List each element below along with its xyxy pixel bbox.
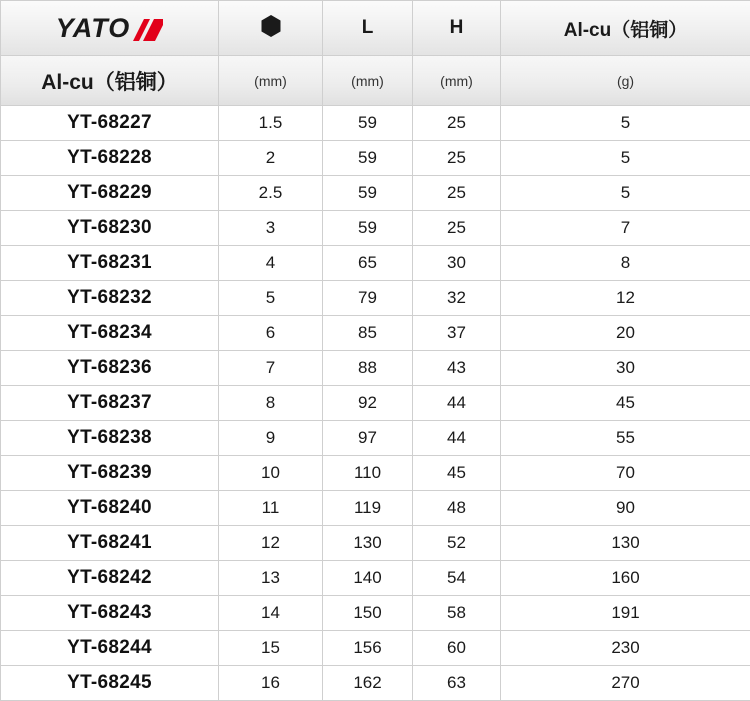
unit-l: (mm) [323,56,413,106]
cell-weight: 191 [501,596,750,631]
cell-l: 156 [323,631,413,666]
cell-weight: 30 [501,351,750,386]
cell-h: 58 [413,596,501,631]
cell-weight: 7 [501,211,750,246]
brand-name: YATO [56,13,131,44]
cell-weight: 230 [501,631,750,666]
cell-hex: 13 [219,561,323,596]
cell-weight: 70 [501,456,750,491]
cell-h: 54 [413,561,501,596]
brand-logo-cell [1,1,219,56]
table-row [1,351,750,386]
table-row [1,281,750,316]
cell-l: 59 [323,106,413,141]
cell-weight: 55 [501,421,750,456]
cell-hex: 6 [219,316,323,351]
cell-hex: 14 [219,596,323,631]
table-row [1,176,750,211]
cell-h: 44 [413,421,501,456]
cell-l: 85 [323,316,413,351]
table-header-row-primary [1,1,750,56]
cell-code: YT-68243 [1,596,219,631]
cell-h: 48 [413,491,501,526]
cell-l: 130 [323,526,413,561]
cell-l: 92 [323,386,413,421]
cell-h: 25 [413,176,501,211]
unit-weight: (g) [501,56,750,106]
cell-h: 43 [413,351,501,386]
cell-h: 63 [413,666,501,701]
cell-weight: 160 [501,561,750,596]
cell-hex: 11 [219,491,323,526]
cell-l: 140 [323,561,413,596]
cell-weight: 5 [501,176,750,211]
table-row [1,561,750,596]
cell-weight: 12 [501,281,750,316]
cell-hex: 3 [219,211,323,246]
cell-weight: 20 [501,316,750,351]
table-row [1,526,750,561]
cell-h: 52 [413,526,501,561]
cell-h: 32 [413,281,501,316]
cell-l: 59 [323,211,413,246]
cell-hex: 7 [219,351,323,386]
cell-hex: 16 [219,666,323,701]
cell-hex: 4 [219,246,323,281]
table-row [1,211,750,246]
column-header-hex [219,1,323,56]
cell-hex: 5 [219,281,323,316]
table-row [1,316,750,351]
cell-weight: 5 [501,141,750,176]
table-row [1,631,750,666]
material-label: Al-cu（铝铜） [1,56,219,106]
cell-h: 60 [413,631,501,666]
cell-code: YT-68228 [1,141,219,176]
cell-l: 65 [323,246,413,281]
unit-h: (mm) [413,56,501,106]
column-header-h: H [413,1,501,56]
cell-hex: 10 [219,456,323,491]
cell-code: YT-68231 [1,246,219,281]
table-row [1,421,750,456]
cell-code: YT-68240 [1,491,219,526]
cell-code: YT-68239 [1,456,219,491]
cell-l: 59 [323,141,413,176]
table-row [1,246,750,281]
cell-code: YT-68232 [1,281,219,316]
cell-weight: 270 [501,666,750,701]
cell-l: 97 [323,421,413,456]
column-header-l: L [323,1,413,56]
table-row [1,141,750,176]
cell-l: 79 [323,281,413,316]
cell-l: 119 [323,491,413,526]
cell-code: YT-68236 [1,351,219,386]
cell-hex: 2.5 [219,176,323,211]
cell-weight: 8 [501,246,750,281]
yato-arrow-mark-icon [133,19,163,41]
cell-code: YT-68245 [1,666,219,701]
cell-h: 25 [413,211,501,246]
table-row [1,456,750,491]
cell-hex: 8 [219,386,323,421]
cell-code: YT-68234 [1,316,219,351]
cell-hex: 2 [219,141,323,176]
cell-l: 88 [323,351,413,386]
unit-hex: (mm) [219,56,323,106]
column-header-weight: Al-cu（铝铜） [501,1,750,56]
cell-h: 25 [413,141,501,176]
cell-hex: 15 [219,631,323,666]
cell-l: 162 [323,666,413,701]
cell-code: YT-68227 [1,106,219,141]
hexagon-icon [260,14,282,38]
cell-weight: 130 [501,526,750,561]
table-row [1,106,750,141]
cell-code: YT-68229 [1,176,219,211]
cell-weight: 5 [501,106,750,141]
cell-l: 150 [323,596,413,631]
cell-h: 30 [413,246,501,281]
cell-weight: 45 [501,386,750,421]
cell-hex: 1.5 [219,106,323,141]
cell-code: YT-68241 [1,526,219,561]
cell-code: YT-68237 [1,386,219,421]
cell-hex: 12 [219,526,323,561]
table-row [1,666,750,701]
table-row [1,491,750,526]
cell-l: 110 [323,456,413,491]
cell-hex: 9 [219,421,323,456]
cell-weight: 90 [501,491,750,526]
cell-l: 59 [323,176,413,211]
cell-h: 37 [413,316,501,351]
cell-code: YT-68230 [1,211,219,246]
cell-h: 45 [413,456,501,491]
table-row [1,596,750,631]
cell-h: 44 [413,386,501,421]
table-header-row-units [1,56,750,106]
cell-code: YT-68242 [1,561,219,596]
cell-code: YT-68238 [1,421,219,456]
table-row [1,386,750,421]
cell-h: 25 [413,106,501,141]
cell-code: YT-68244 [1,631,219,666]
